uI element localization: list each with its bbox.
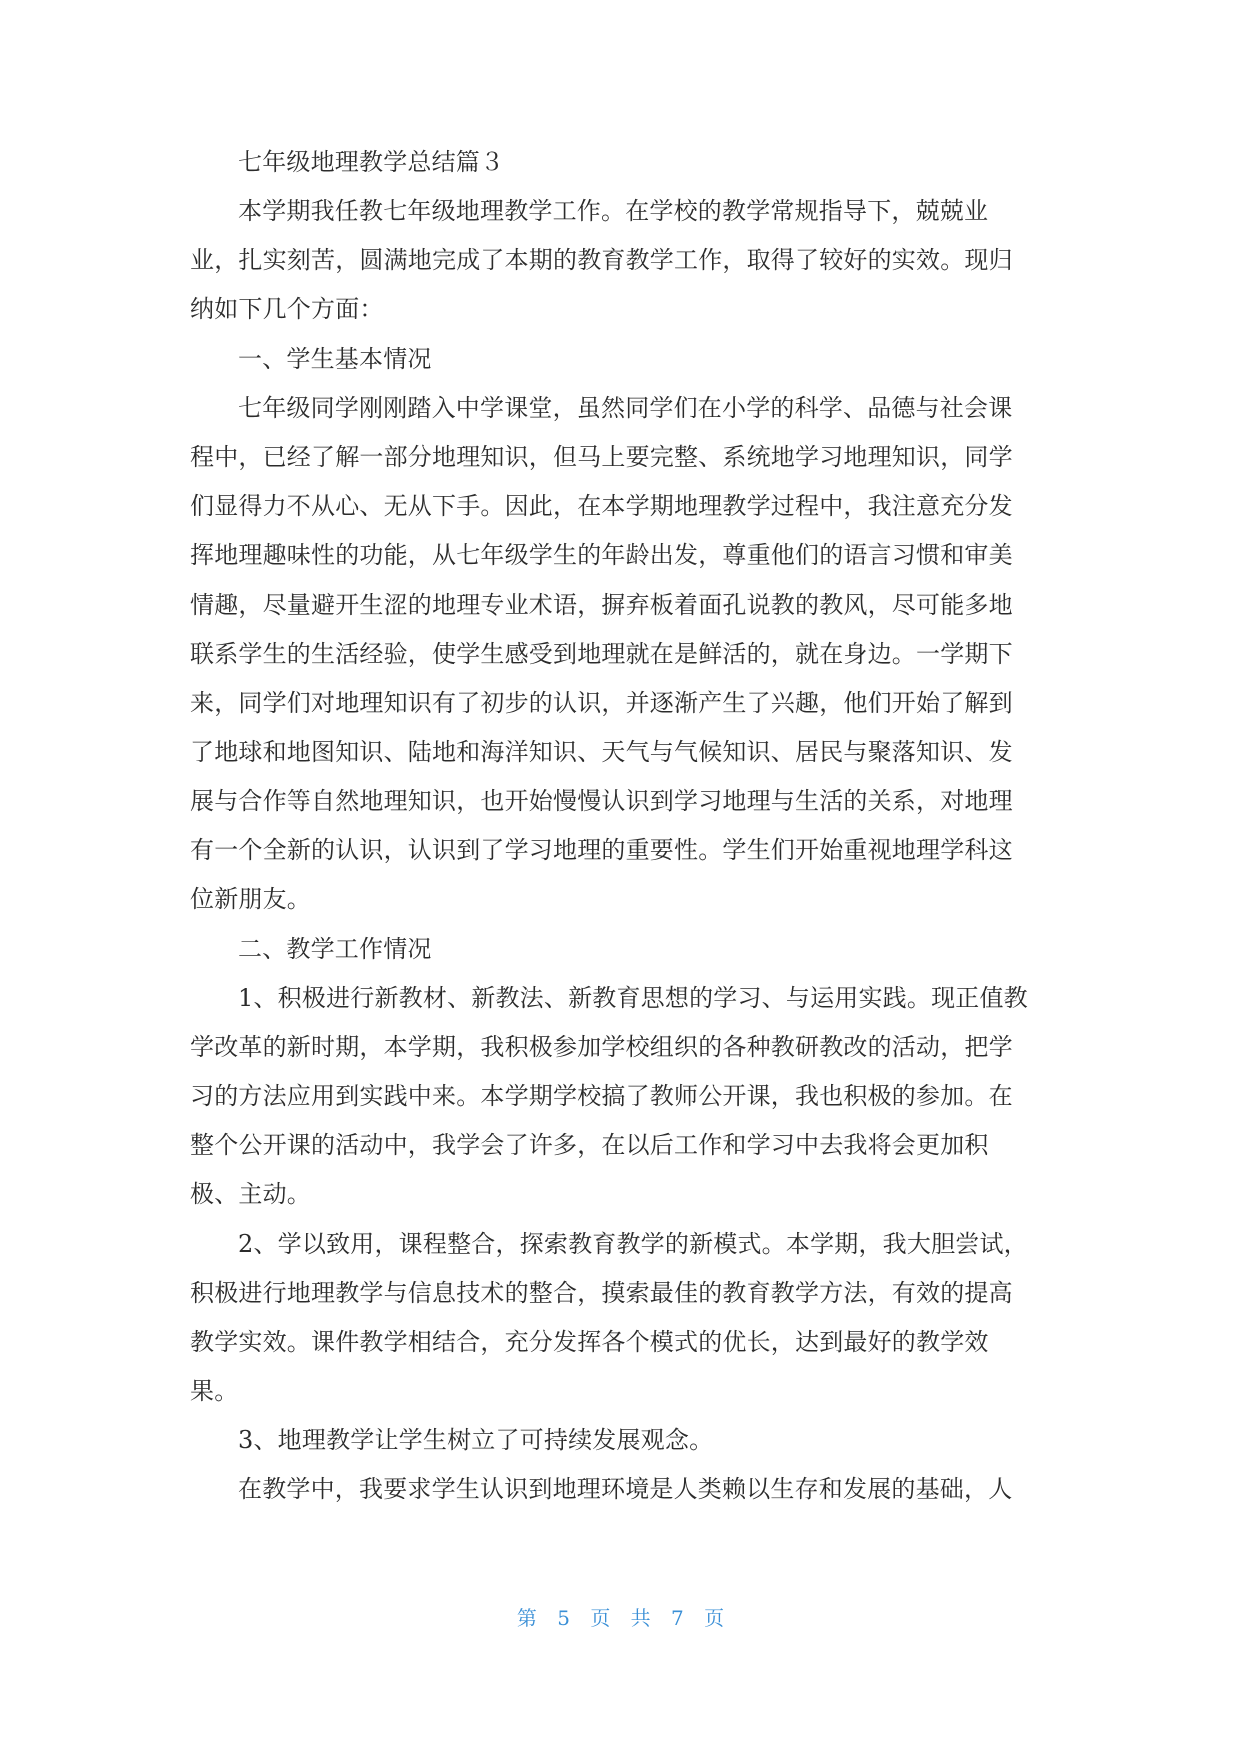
text-line: 来，同学们对地理知识有了初步的认识，并逐渐产生了兴趣，他们开始了解到 [190, 689, 1013, 717]
text-line: 业，扎实刻苦，圆满地完成了本期的教育教学工作，取得了较好的实效。现归 [190, 246, 1013, 274]
text-line: 程中，已经了解一部分地理知识，但马上要完整、系统地学习地理知识，同学 [190, 443, 1013, 471]
text-line: 3、地理教学让学生树立了可持续发展观念。 [238, 1426, 714, 1454]
text-line: 位新朋友。 [190, 885, 311, 913]
text-line: 整个公开课的活动中，我学会了许多，在以后工作和学习中去我将会更加积 [190, 1131, 989, 1159]
text-line: 挥地理趣味性的功能，从七年级学生的年龄出发，尊重他们的语言习惯和审美 [190, 541, 1013, 569]
text-line: 了地球和地图知识、陆地和海洋知识、天气与气候知识、居民与聚落知识、发 [190, 738, 1013, 766]
text-line: 联系学生的生活经验，使学生感受到地理就在是鲜活的，就在身边。一学期下 [190, 640, 1013, 668]
section-heading: 一、学生基本情况 [238, 345, 432, 373]
text-line: 展与合作等自然地理知识，也开始慢慢认识到学习地理与生活的关系，对地理 [190, 787, 1013, 815]
text-line: 七年级同学刚刚踏入中学课堂，虽然同学们在小学的科学、品德与社会课 [238, 394, 1013, 422]
text-line: 积极进行地理教学与信息技术的整合，摸索最佳的教育教学方法，有效的提高 [190, 1279, 1013, 1307]
text-line: 们显得力不从心、无从下手。因此，在本学期地理教学过程中，我注意充分发 [190, 492, 1013, 520]
text-line: 教学实效。课件教学相结合，充分发挥各个模式的优长，达到最好的教学效 [190, 1328, 989, 1356]
text-line: 本学期我任教七年级地理教学工作。在学校的教学常规指导下，兢兢业 [238, 197, 989, 225]
text-line: 学改革的新时期，本学期，我积极参加学校组织的各种教研教改的活动，把学 [190, 1033, 1013, 1061]
document-title: 七年级地理教学总结篇３ [238, 148, 505, 176]
text-line: 1、积极进行新教材、新教法、新教育思想的学习、与运用实践。现正值教 [238, 984, 1028, 1012]
text-line: 情趣，尽量避开生涩的地理专业术语，摒弃板着面孔说教的教风，尽可能多地 [190, 591, 1013, 619]
text-line: 极、主动。 [190, 1180, 311, 1208]
section-heading: 二、教学工作情况 [238, 935, 432, 963]
text-line: 2、学以致用，课程整合，探索教育教学的新模式。本学期，我大胆尝试， [238, 1230, 1028, 1258]
text-line: 在教学中，我要求学生认识到地理环境是人类赖以生存和发展的基础，人 [238, 1475, 1013, 1503]
text-line: 习的方法应用到实践中来。本学期学校搞了教师公开课，我也积极的参加。在 [190, 1082, 1013, 1110]
page-number-footer: 第 5 页 共 7 页 [516, 1606, 725, 1630]
text-line: 果。 [190, 1377, 239, 1405]
text-line: 纳如下几个方面： [190, 295, 384, 323]
text-line: 有一个全新的认识，认识到了学习地理的重要性。学生们开始重视地理学科这 [190, 836, 1013, 864]
